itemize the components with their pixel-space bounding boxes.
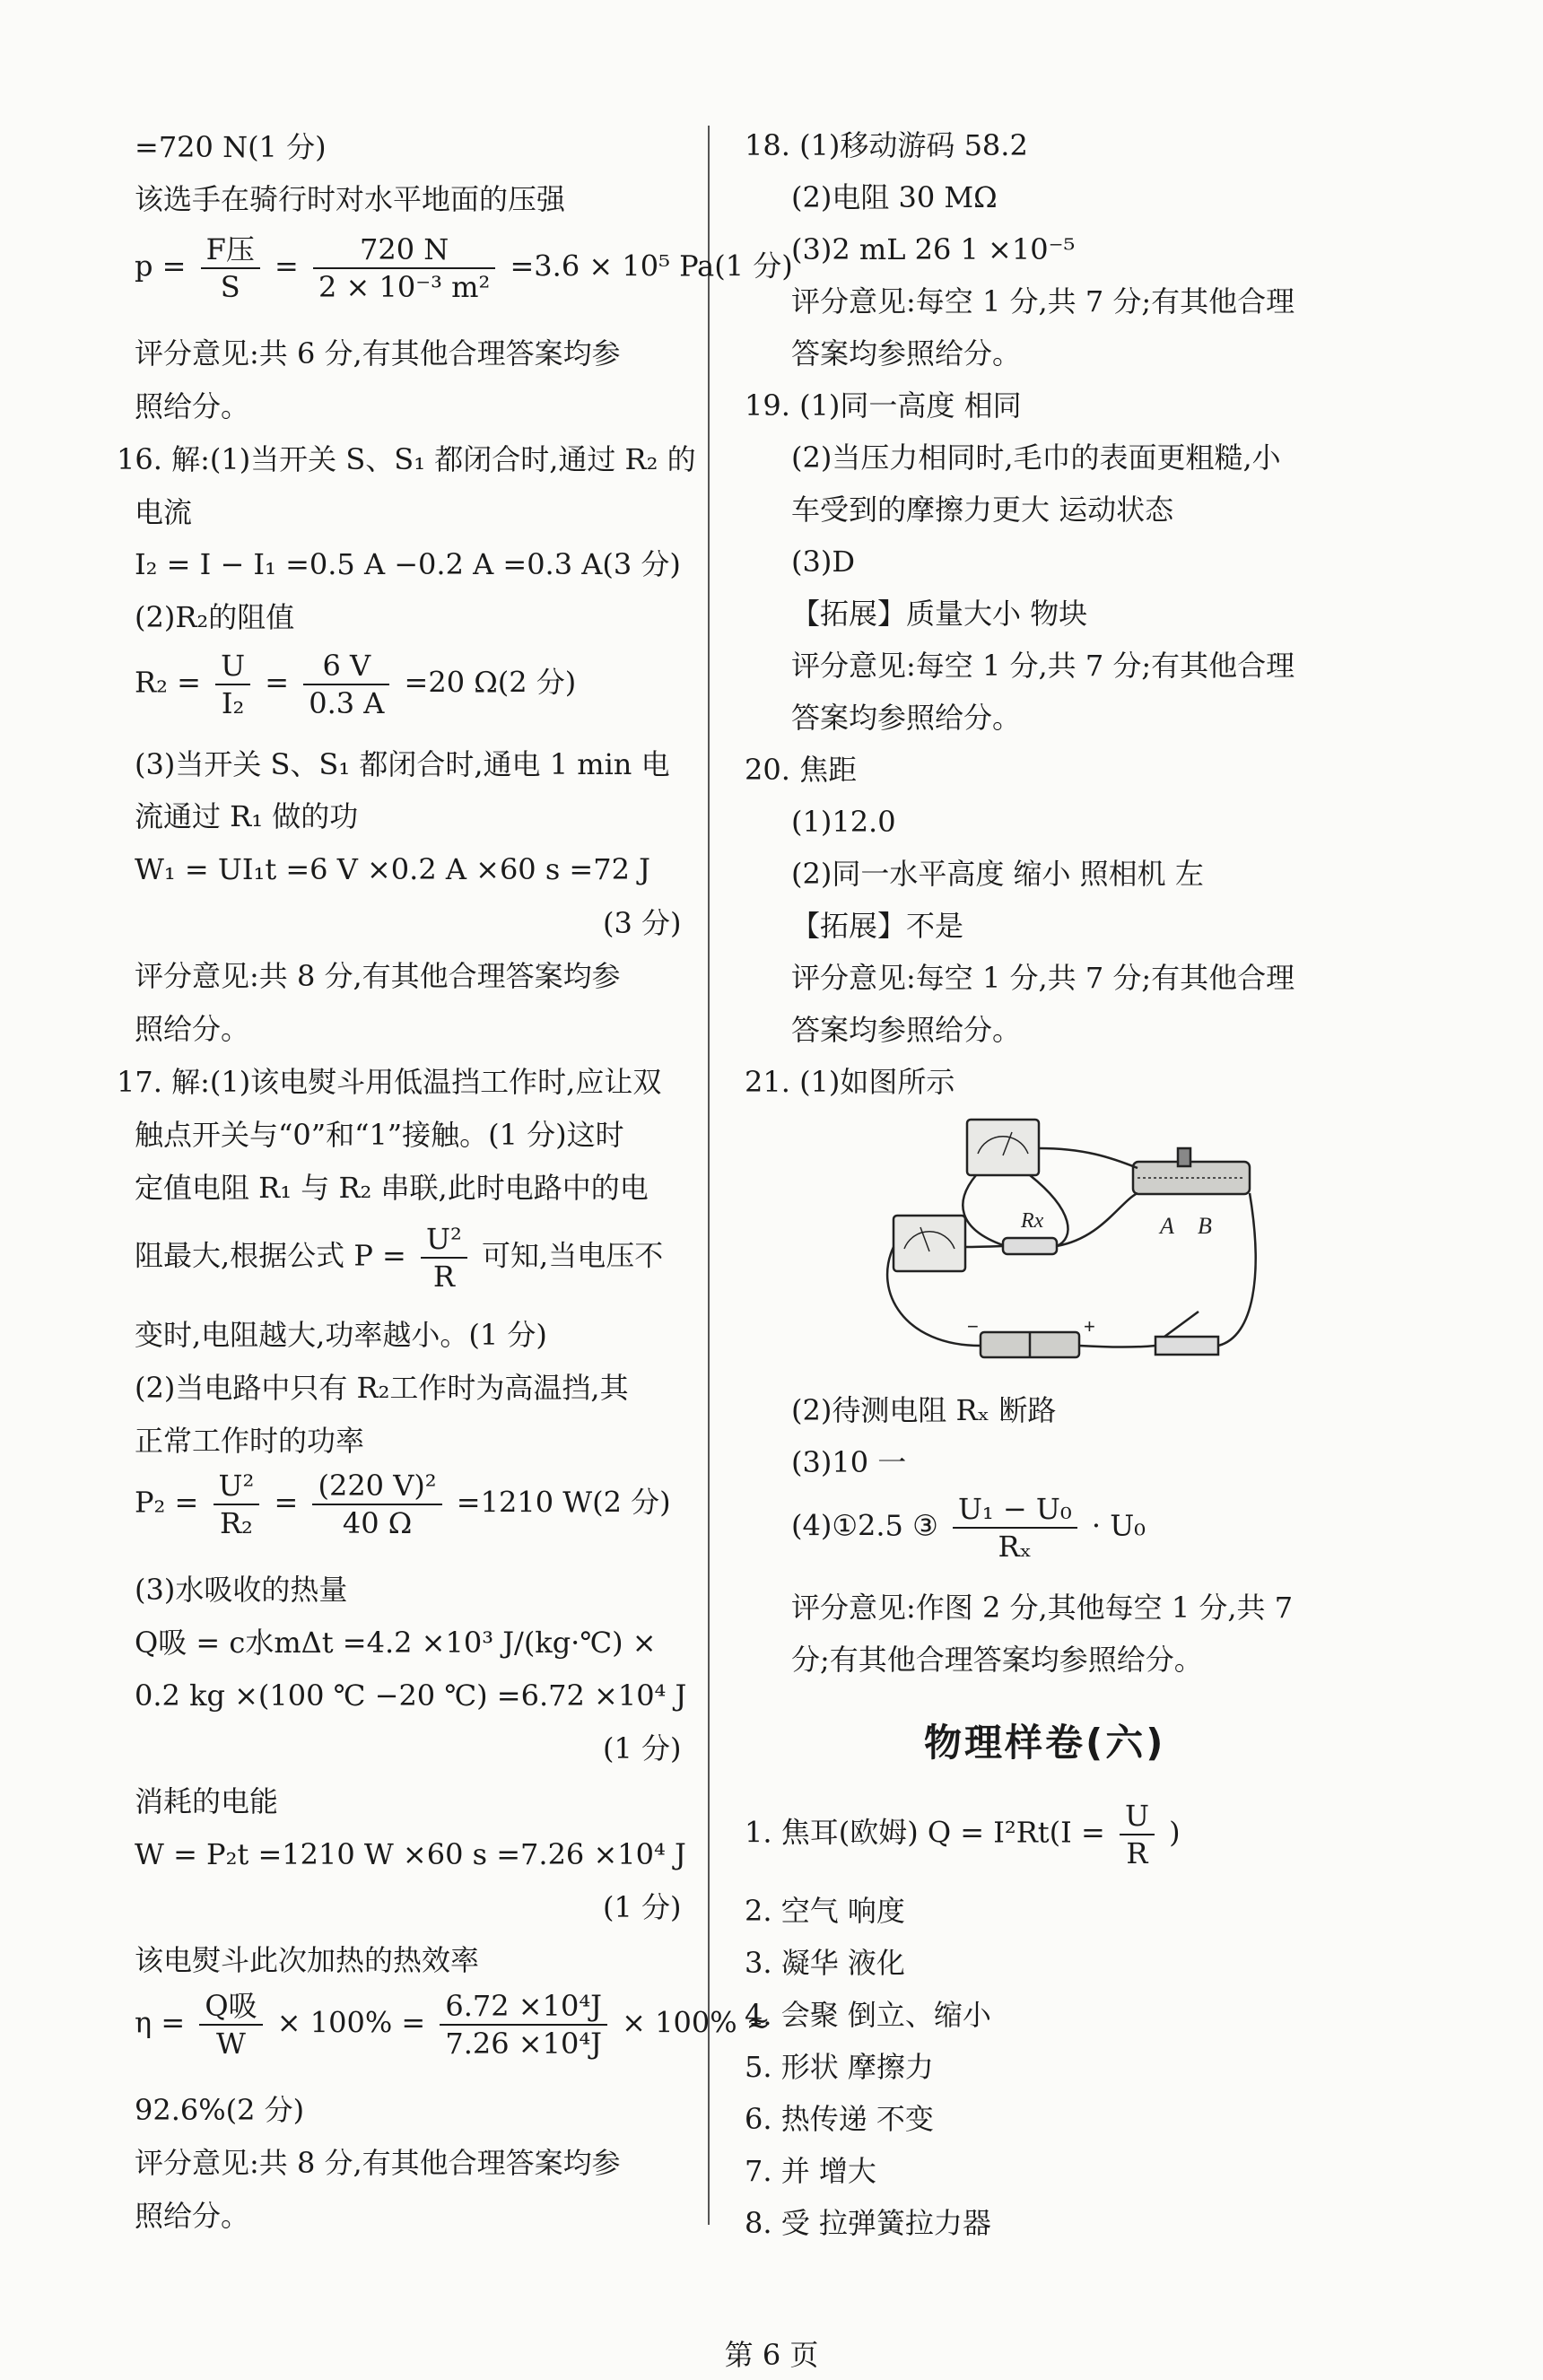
formula-lhs: P₂ = [135, 1485, 199, 1520]
circuit-diagram [868, 1112, 1263, 1373]
left-line-11: (3)当开关 S、S₁ 都闭合时,通电 1 min 电 [135, 747, 670, 781]
right-line-05: 答案均参照给分。 [791, 336, 1022, 371]
numerator: U² [214, 1471, 260, 1505]
sample-line-5: 5. 形状 摩擦力 [745, 2050, 934, 2084]
numerator: 720 N [313, 235, 495, 269]
left-line-18: 触点开关与“0”和“1”接触。(1 分)这时 [135, 1118, 624, 1152]
right-line-23: 评分意见:作图 2 分,其他每空 1 分,共 7 [791, 1591, 1294, 1625]
right-line-01: 18. (1)移动游码 58.2 [745, 128, 1028, 162]
left-line-23: 正常工作时的功率 [135, 1424, 365, 1458]
left-line-31: (1 分) [603, 1890, 682, 1924]
text: 1. 焦耳(欧姆) Q = I²Rt(I = [745, 1815, 1105, 1850]
voltmeter-icon [967, 1120, 1039, 1175]
left-line-35: 评分意见:共 8 分,有其他合理答案均参 [135, 2146, 621, 2180]
denominator: I₂ [221, 686, 245, 720]
left-line-25: (3)水吸收的热量 [135, 1573, 348, 1607]
left-formula-resistance [135, 651, 576, 718]
right-line-08: 车受到的摩擦力更大 运动状态 [791, 493, 1174, 527]
right-line-16: 【拓展】不是 [791, 909, 964, 943]
sample-line-7: 7. 并 增大 [745, 2154, 876, 2188]
left-line-07: 电流 [135, 495, 193, 529]
numerator: F压 [201, 235, 260, 269]
left-line-06: 16. 解:(1)当开关 S、S₁ 都闭合时,通过 R₂ 的 [117, 442, 696, 476]
left-line-17: 17. 解:(1)该电熨斗用低温挡工作时,应让双 [117, 1065, 662, 1099]
label-rx: Rx [1021, 1209, 1044, 1233]
left-formula-efficiency [135, 1989, 771, 2061]
sample-line-6: 6. 热传递 不变 [745, 2102, 934, 2136]
right-line-17: 评分意见:每空 1 分,共 7 分;有其他合理 [791, 961, 1295, 995]
equals: = [275, 248, 299, 283]
right-line-04: 评分意见:每空 1 分,共 7 分;有其他合理 [791, 284, 1295, 318]
sample-line-3: 3. 凝华 液化 [745, 1946, 905, 1980]
left-line-14: (3 分) [603, 906, 682, 940]
left-line-27: 0.2 kg ×(100 ℃ −20 ℃) =6.72 ×10⁴ J [135, 1678, 687, 1713]
label-minus: − [967, 1315, 979, 1338]
section-title: 物理样卷(六) [924, 1721, 1166, 1765]
fraction [313, 232, 495, 304]
denominator: 2 × 10⁻³ m² [318, 270, 491, 304]
equals: = [265, 665, 290, 700]
right-line-12: 答案均参照给分。 [791, 701, 1022, 735]
left-line-01: =720 N(1 分) [135, 130, 327, 164]
numerator: Q吸 [199, 1992, 262, 2026]
right-line-15: (2)同一水平高度 缩小 照相机 左 [791, 857, 1204, 891]
column-divider [708, 126, 710, 2225]
left-line-15: 评分意见:共 8 分,有其他合理答案均参 [135, 959, 621, 993]
fraction [440, 1989, 607, 2061]
text: 可知,当电压不 [482, 1238, 664, 1273]
left-formula-pressure [135, 232, 793, 304]
left-line-19: 定值电阻 R₁ 与 R₂ 串联,此时电路中的电 [135, 1171, 649, 1205]
formula-rhs: =1210 W(2 分) [456, 1485, 671, 1520]
sample-line-4: 4. 会聚 倒立、缩小 [745, 1998, 991, 2032]
left-formula-power [135, 1471, 671, 1538]
denominator: R [1126, 1836, 1148, 1870]
denominator: Rₓ [998, 1530, 1033, 1564]
text: ) [1169, 1815, 1181, 1850]
switch-icon [1155, 1337, 1218, 1355]
formula-rhs: × 100% ≈ [622, 2005, 771, 2040]
left-line-16: 照给分。 [135, 1012, 250, 1046]
page-number: 第 6 页 [724, 2338, 819, 2372]
right-line-03: (3)2 mL 26 1 ×10⁻⁵ [791, 232, 1076, 266]
denominator: 0.3 A [309, 686, 385, 720]
left-line-36: 照给分。 [135, 2199, 250, 2233]
label-a: A [1160, 1213, 1174, 1239]
fraction [953, 1492, 1077, 1564]
numerator: (220 V)² [312, 1471, 441, 1505]
text: (4)①2.5 ③ [791, 1508, 938, 1543]
right-line-11: 评分意见:每空 1 分,共 7 分;有其他合理 [791, 649, 1295, 683]
numerator: U [1120, 1801, 1155, 1835]
left-line-20 [135, 1222, 664, 1294]
left-line-21: 变时,电阻越大,功率越小。(1 分) [135, 1318, 547, 1352]
denominator: 40 Ω [342, 1506, 413, 1540]
left-line-13: W₁ = UI₁t =6 V ×0.2 A ×60 s =72 J [135, 852, 650, 886]
denominator: W [216, 2027, 246, 2061]
denominator: S [220, 270, 240, 304]
denominator: R [432, 1260, 455, 1294]
ammeter-icon [894, 1216, 965, 1271]
right-line-22 [791, 1492, 1146, 1564]
left-line-28: (1 分) [603, 1731, 682, 1765]
numerator: 6.72 ×10⁴J [440, 1992, 607, 2026]
formula-lhs: p = [135, 248, 187, 283]
right-line-20: (2)待测电阻 Rₓ 断路 [791, 1393, 1057, 1427]
formula-lhs: η = [135, 2005, 186, 2040]
left-line-34: 92.6%(2 分) [135, 2093, 305, 2127]
fraction [303, 651, 389, 718]
numerator: 6 V [303, 651, 389, 685]
sample-line-2: 2. 空气 响度 [745, 1894, 905, 1928]
fraction [1120, 1801, 1155, 1868]
fraction [312, 1471, 441, 1538]
text: 阻最大,根据公式 P = [135, 1238, 406, 1273]
left-line-04: 评分意见:共 6 分,有其他合理答案均参 [135, 336, 621, 371]
right-line-02: (2)电阻 30 MΩ [791, 180, 998, 214]
numerator: U² [421, 1225, 467, 1259]
left-line-29: 消耗的电能 [135, 1784, 279, 1818]
right-line-10: 【拓展】质量大小 物块 [791, 597, 1088, 631]
equals: = [274, 1485, 299, 1520]
label-plus: + [1084, 1315, 1095, 1338]
fraction [421, 1222, 467, 1294]
denominator: R₂ [219, 1506, 253, 1540]
formula-lhs: R₂ = [135, 665, 201, 700]
text: · U₀ [1091, 1508, 1146, 1543]
right-line-18: 答案均参照给分。 [791, 1013, 1022, 1047]
left-line-08: I₂ = I − I₁ =0.5 A −0.2 A =0.3 A(3 分) [135, 547, 681, 581]
fraction [201, 232, 260, 304]
left-line-26: Q吸 = c水mΔt =4.2 ×10³ J/(kg·℃) × [135, 1626, 657, 1660]
right-line-06: 19. (1)同一高度 相同 [745, 388, 1022, 423]
left-line-22: (2)当电路中只有 R₂工作时为高温挡,其 [135, 1371, 629, 1405]
fraction [199, 1989, 262, 2061]
sample-line-1 [745, 1801, 1181, 1868]
left-line-12: 流通过 R₁ 做的功 [135, 799, 359, 833]
label-b: B [1198, 1213, 1212, 1239]
numerator: U₁ − U₀ [953, 1495, 1077, 1529]
formula-rhs: =3.6 × 10⁵ Pa(1 分) [510, 248, 793, 283]
numerator: U [215, 651, 250, 685]
resistor-rx-icon [1003, 1238, 1057, 1254]
right-line-13: 20. 焦距 [745, 753, 858, 787]
right-line-19: 21. (1)如图所示 [745, 1065, 955, 1099]
formula-rhs: =20 Ω(2 分) [404, 665, 577, 700]
fraction [214, 1471, 260, 1538]
left-line-05: 照给分。 [135, 389, 250, 423]
right-line-21: (3)10 一 [791, 1445, 907, 1479]
sample-line-8: 8. 受 拉弹簧拉力器 [745, 2206, 991, 2240]
right-line-14: (1)12.0 [791, 805, 896, 839]
right-line-09: (3)D [791, 545, 855, 579]
fraction [215, 651, 250, 718]
left-line-09: (2)R₂的阻值 [135, 600, 295, 634]
denominator: 7.26 ×10⁴J [445, 2027, 602, 2061]
text: × 100% = [276, 2005, 426, 2040]
left-line-32: 该电熨斗此次加热的热效率 [135, 1943, 480, 1977]
right-line-07: (2)当压力相同时,毛巾的表面更粗糙,小 [791, 440, 1281, 475]
left-line-30: W = P₂t =1210 W ×60 s =7.26 ×10⁴ J [135, 1837, 686, 1871]
left-line-02: 该选手在骑行时对水平地面的压强 [135, 182, 566, 216]
right-line-24: 分;有其他合理答案均参照给分。 [791, 1643, 1203, 1677]
